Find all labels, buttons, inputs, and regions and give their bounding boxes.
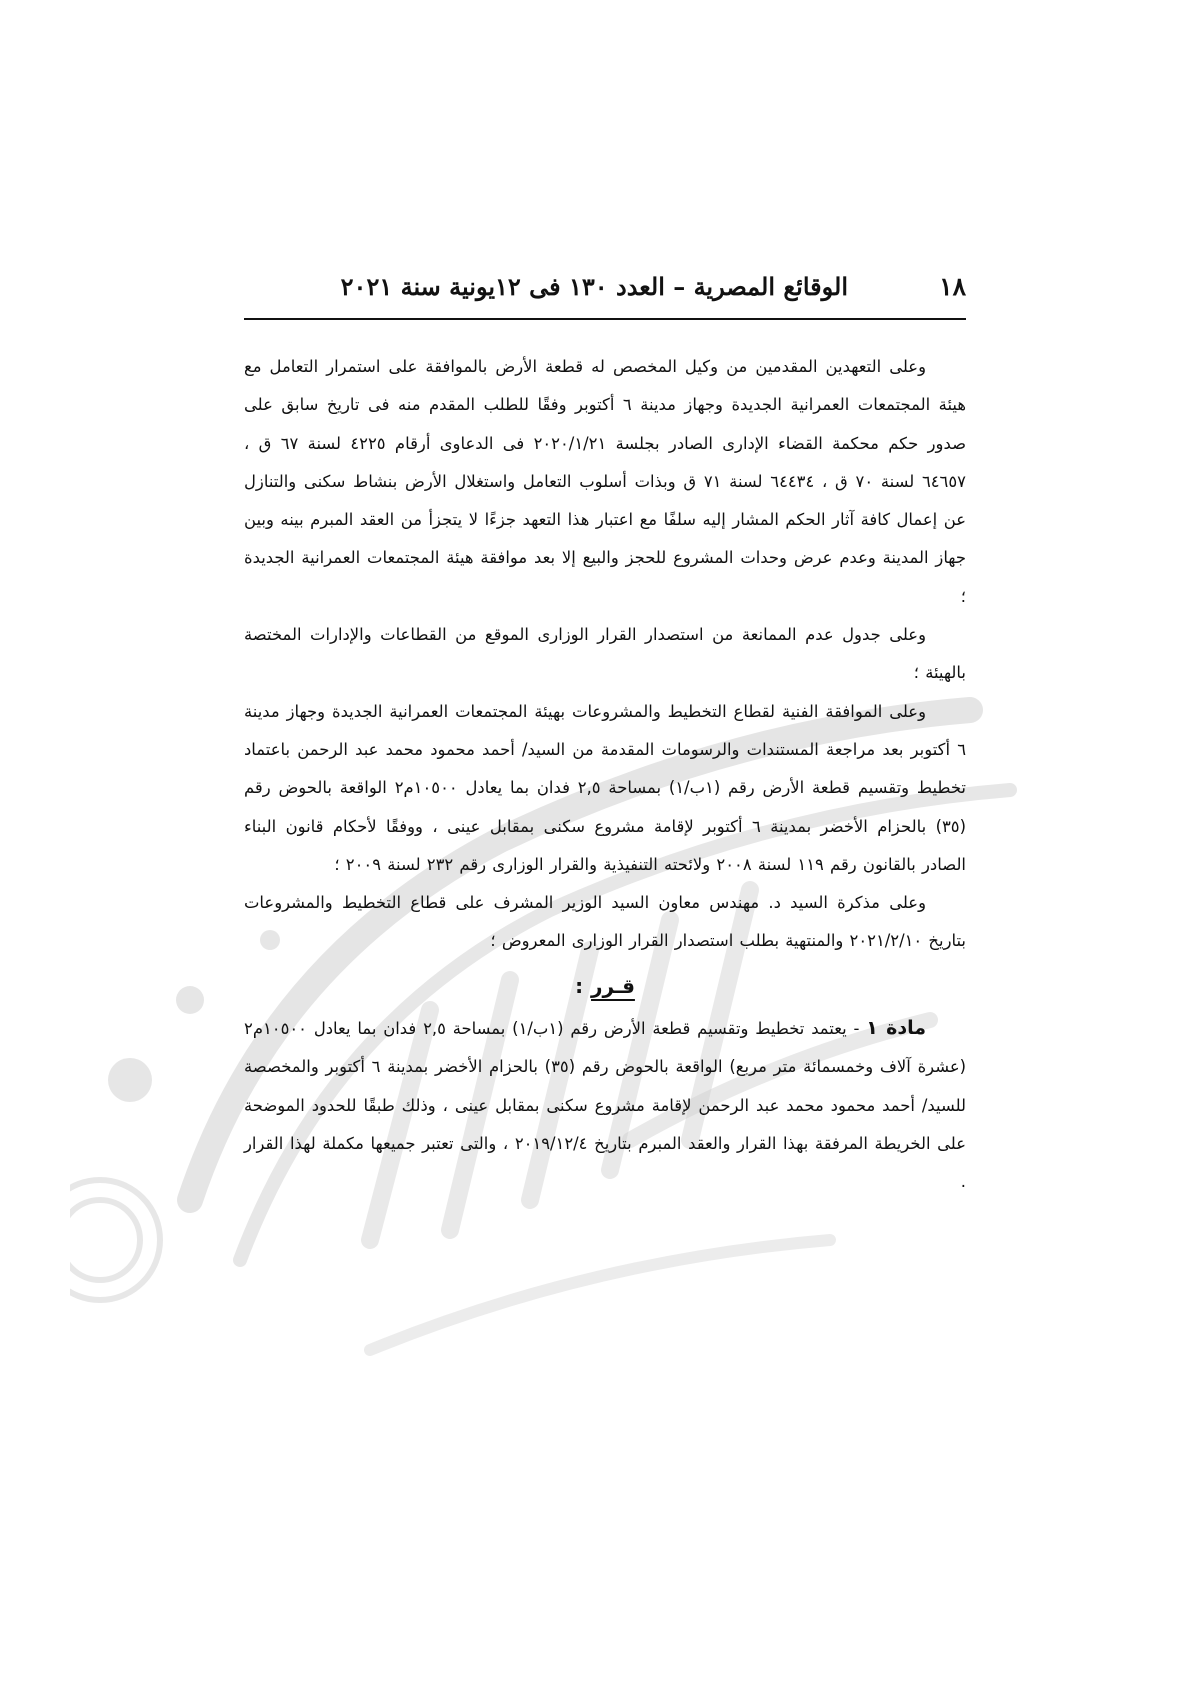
- article-1-text: - يعتمد تخطيط وتقسيم قطعة الأرض رقم (١ب/١) بمساحة ٢,٥ فدان بما يعادل ١٠٥٠٠م٢ (عشرة آلاف وخمسمائة متر مربع) الواقعة بالحوض رقم (٣٥) بالحزام الأخضر بمدينة ٦ أكتوبر والمخصصة للسيد/ أحمد محمود محمد عبد الرحمن لإقامة مشروع سكنى بمقابل عينى ، وذلك طبقًا للحدود الموضحة على الخريطة المرفقة بهذا القرار والعقد المبرم بتاريخ ٢٠١٩/١٢/٤ ، والتى تعتبر جميعها مكملة لهذا القرار .: [244, 1019, 967, 1192]
- paragraph-no-objection: وعلى جدول عدم الممانعة من استصدار القرار الوزارى الموقع من القطاعات والإدارات المختصة بالهيئة ؛: [244, 625, 966, 683]
- decision-heading: [244, 967, 966, 1005]
- decision-label: قـرر: [591, 973, 635, 998]
- header-divider: [244, 318, 966, 320]
- article-1: [244, 1009, 966, 1201]
- gazette-title: الوقائع المصرية – العدد ١٣٠ فى ١٢يونية سنة ٢٠٢١: [340, 272, 848, 301]
- page-number: ١٨: [939, 272, 966, 301]
- document-body: [244, 348, 966, 1202]
- paragraph-memorandum: وعلى مذكرة السيد د. مهندس معاون السيد الوزير المشرف على قطاع التخطيط والمشروعات بتاريخ ٢٠٢١/٢/١٠ والمنتهية بطلب استصدار القرار الوزارى المعروض ؛: [244, 893, 966, 951]
- page-header: [244, 272, 966, 322]
- article-1-label: مادة ١: [866, 1017, 926, 1040]
- paragraph-technical-approval: وعلى الموافقة الفنية لقطاع التخطيط والمشروعات بهيئة المجتمعات العمرانية الجديدة وجهاز مدينة ٦ أكتوبر بعد مراجعة المستندات والرسومات المقدمة من السيد/ أحمد محمود محمد عبد الرحمن باعتماد تخطيط وتقسيم قطعة الأرض رقم (١ب/١) بمساحة ٢,٥ فدان بما يعادل ١٠٥٠٠م٢ الواقعة بالحوض رقم (٣٥) بالحزام الأخضر بمدينة ٦ أكتوبر لإقامة مشروع سكنى بمقابل عينى ، ووفقًا لأحكام قانون البناء الصادر بالقانون رقم ١١٩ لسنة ٢٠٠٨ ولائحته التنفيذية والقرار الوزارى رقم ٢٣٢ لسنة ٢٠٠٩ ؛: [244, 701, 966, 874]
- decision-colon: :: [575, 973, 584, 998]
- paragraph-undertakings: وعلى التعهدين المقدمين من وكيل المخصص له قطعة الأرض بالموافقة على استمرار التعامل مع هيئة المجتمعات العمرانية الجديدة وجهاز مدينة ٦ أكتوبر وفقًا للطلب المقدم منه فى تاريخ سابق على صدور حكم محكمة القضاء الإدارى الصادر بجلسة ٢٠٢٠/١/٢١ فى الدعاوى أرقام ٤٢٢٥ لسنة ٦٧ ق ، ٦٤٦٥٧ لسنة ٧٠ ق ، ٦٤٤٣٤ لسنة ٧١ ق وبذات أسلوب التعامل واستغلال الأرض بنشاط سكنى والتنازل عن إعمال كافة آثار الحكم المشار إليه سلفًا مع اعتبار هذا التعهد جزءًا لا يتجزأ من العقد المبرم بينه وبين جهاز المدينة وعدم عرض وحدات المشروع للحجز والبيع إلا بعد موافقة هيئة المجتمعات العمرانية الجديدة ؛: [244, 357, 966, 606]
